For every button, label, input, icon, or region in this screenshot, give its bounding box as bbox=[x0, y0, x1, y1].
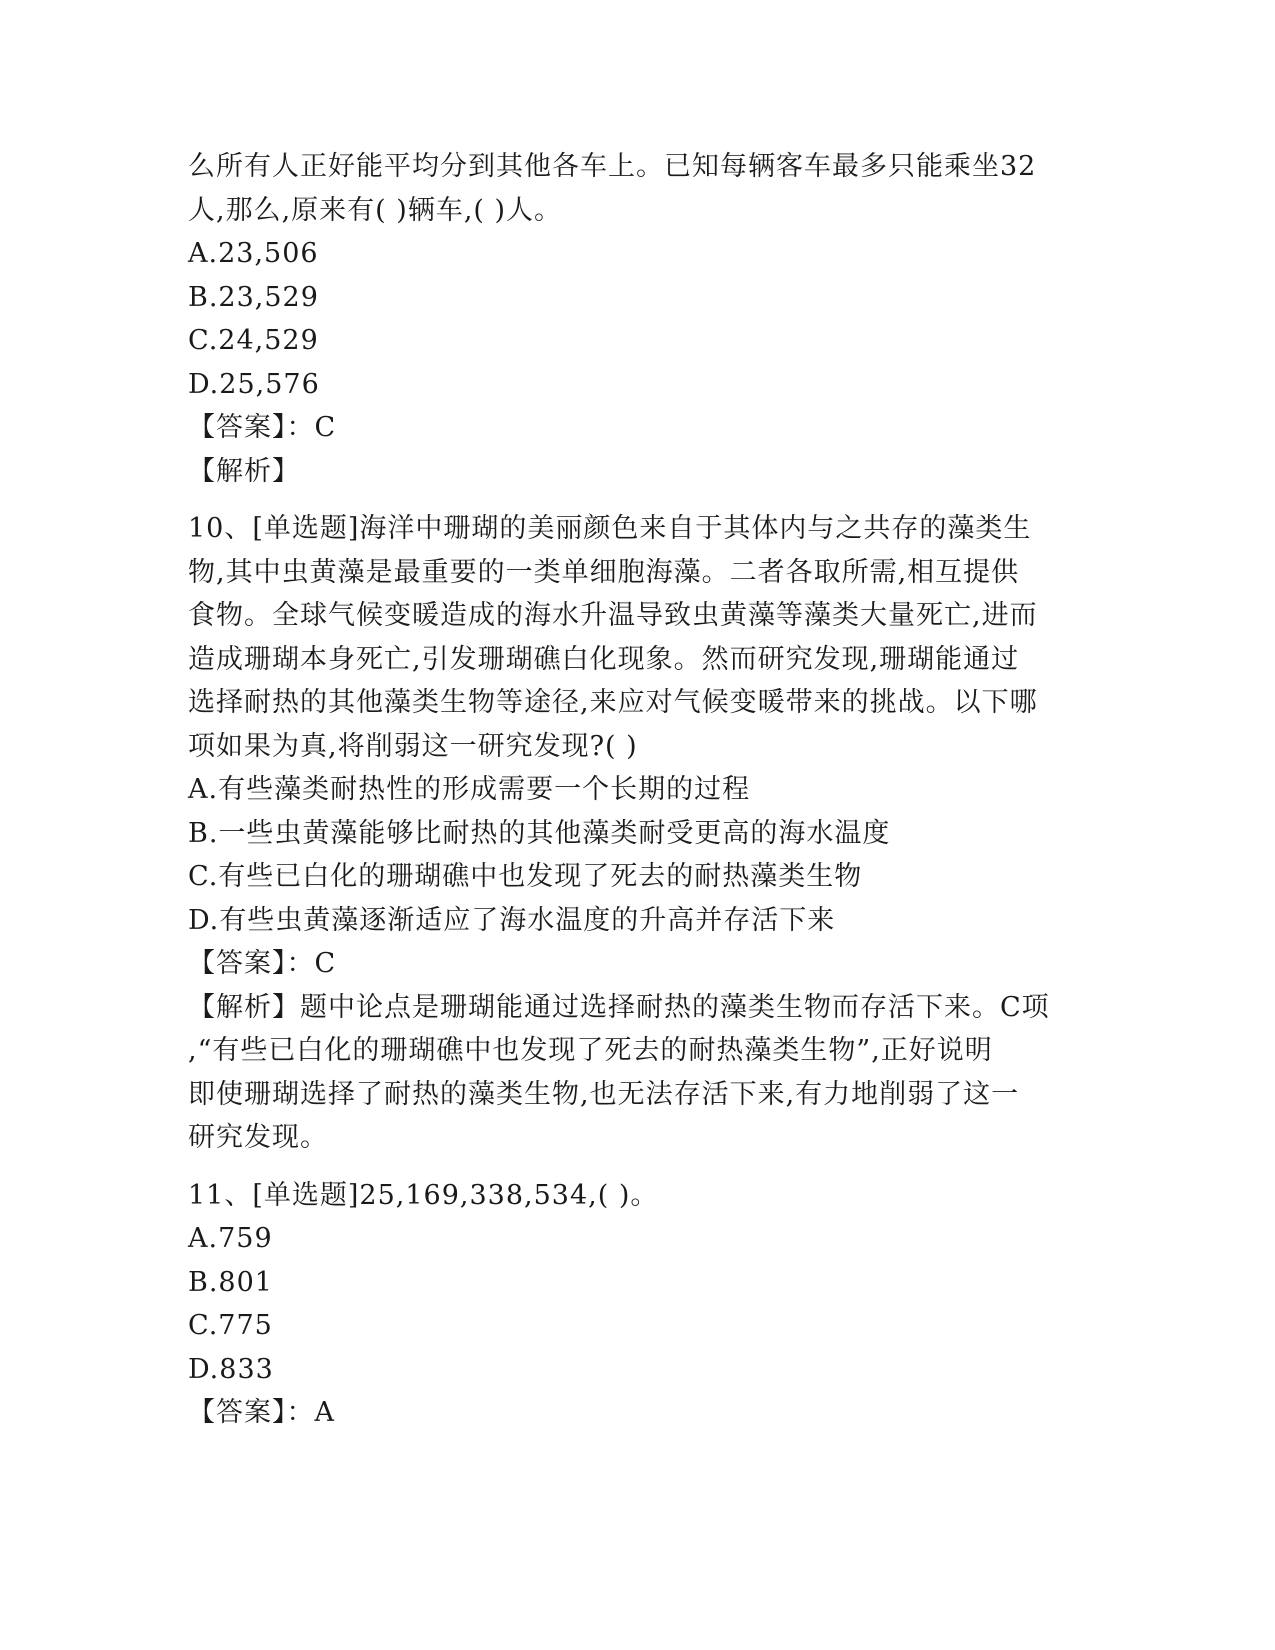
analysis-line: 【解析】题中论点是珊瑚能通过选择耐热的藻类生物而存活下来。C项 bbox=[188, 991, 1050, 1023]
question-stem-line: 10、[单选题]海洋中珊瑚的美丽颜色来自于其体内与之共存的藻类生 bbox=[188, 513, 1032, 544]
question-10 bbox=[188, 507, 1088, 1160]
analysis-line: 研究发现。 bbox=[188, 1122, 328, 1153]
question-stem-line: 11、[单选题]25,169,338,534,( )。 bbox=[188, 1179, 659, 1211]
question-stem-line: 食物。全球气候变暖造成的海水升温导致虫黄藻等藻类大量死亡,进而 bbox=[188, 600, 1038, 631]
answer-line: 【答案】：A bbox=[188, 1397, 335, 1428]
option-b: B.801 bbox=[188, 1266, 273, 1298]
answer-line: 【答案】：C bbox=[188, 948, 337, 979]
option-d: D.25,576 bbox=[188, 368, 320, 400]
question-stem-line: 物,其中虫黄藻是最重要的一类单细胞海藻。二者各取所需,相互提供 bbox=[188, 556, 1020, 588]
option-a: A.23,506 bbox=[188, 238, 319, 269]
analysis-line: 【解析】 bbox=[188, 455, 300, 487]
question-continued bbox=[188, 145, 1088, 493]
question-stem-line: 么所有人正好能平均分到其他各车上。已知每辆客车最多只能乘坐32 bbox=[188, 151, 1037, 182]
analysis-line: 即使珊瑚选择了耐热的藻类生物,也无法存活下来,有力地削弱了这一 bbox=[188, 1078, 1020, 1110]
option-b: B.23,529 bbox=[188, 281, 319, 313]
option-a: A.759 bbox=[188, 1223, 273, 1254]
question-stem-line: 造成珊瑚本身死亡,引发珊瑚礁白化现象。然而研究发现,珊瑚能通过 bbox=[188, 643, 1020, 675]
option-d: D.有些虫黄藻逐渐适应了海水温度的升高并存活下来 bbox=[188, 904, 836, 936]
option-b: B.一些虫黄藻能够比耐热的其他藻类耐受更高的海水温度 bbox=[188, 817, 891, 849]
question-gap bbox=[188, 493, 1088, 507]
option-c: C.775 bbox=[188, 1310, 273, 1341]
question-gap bbox=[188, 1160, 1088, 1174]
analysis-line: ,“有些已白化的珊瑚礁中也发现了死去的耐热藻类生物”,正好说明 bbox=[188, 1035, 993, 1066]
question-11 bbox=[188, 1174, 1088, 1435]
page-content bbox=[188, 145, 1088, 1435]
answer-line: 【答案】：C bbox=[188, 412, 337, 443]
question-stem-line: 人,那么,原来有( )辆车,( )人。 bbox=[188, 194, 563, 226]
option-c: C.24,529 bbox=[188, 325, 319, 356]
question-stem-line: 选择耐热的其他藻类生物等途径,来应对气候变暖带来的挑战。以下哪 bbox=[188, 687, 1038, 718]
option-d: D.833 bbox=[188, 1353, 274, 1385]
option-a: A.有些藻类耐热性的形成需要一个长期的过程 bbox=[188, 774, 751, 805]
question-stem-line: 项如果为真,将削弱这一研究发现?( ) bbox=[188, 730, 638, 762]
option-c: C.有些已白化的珊瑚礁中也发现了死去的耐热藻类生物 bbox=[188, 861, 863, 892]
